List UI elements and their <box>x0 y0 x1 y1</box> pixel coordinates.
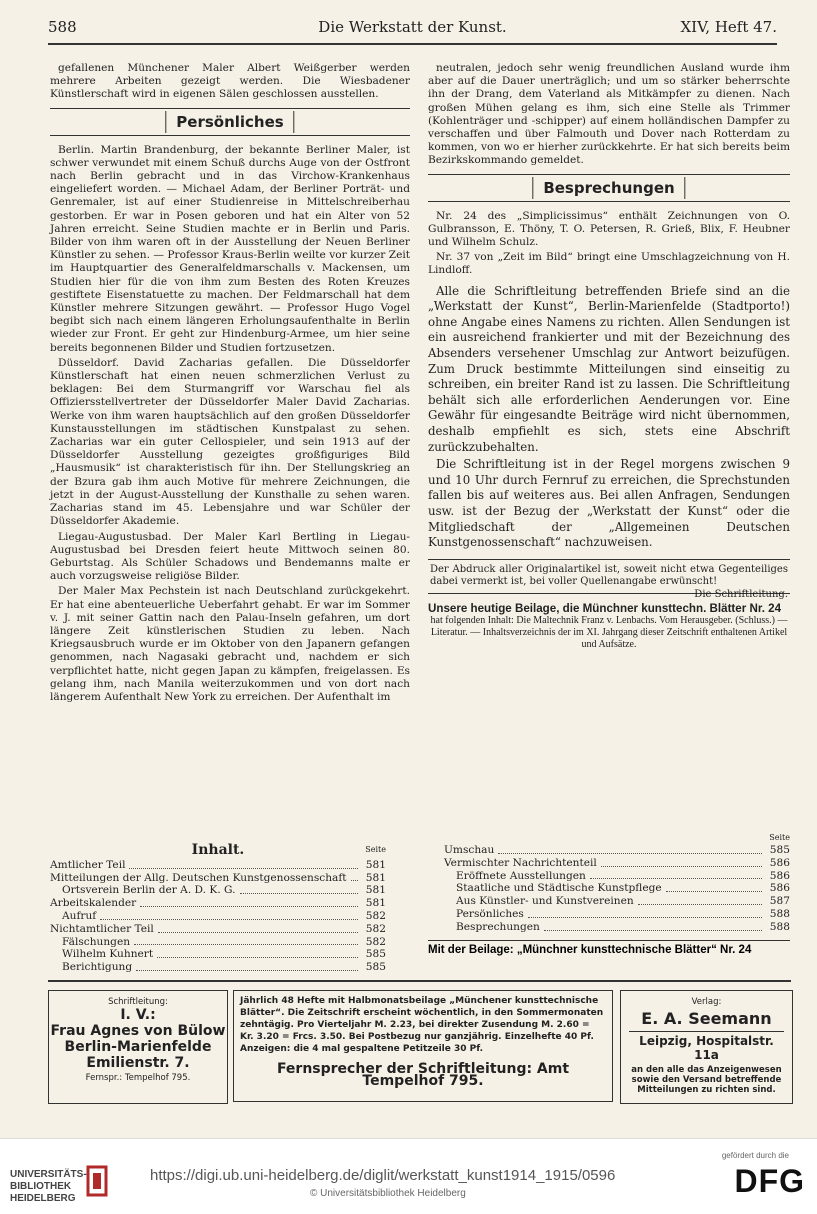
toc-entry-label: Aus Künstler- und Kunstvereinen <box>456 895 634 908</box>
header-rule <box>48 43 777 45</box>
toc-entry-label: Ortsverein Berlin der A. D. K. G. <box>62 884 236 897</box>
toc-entry-label: Persönliches <box>456 907 524 920</box>
toc-entry <box>50 884 386 897</box>
paragraph-liegau: Liegau-Augustusbad. Der Maler Karl Bertling in Liegau-Augustusbad bei Dresden feiert heute Mittwoch seinen 80. Geburtstag. Als Schüler Schadows und Bendemanns malte er auch vorzugsweise religiöse Bilder. <box>50 530 410 583</box>
running-header <box>48 18 777 40</box>
toc-leader-dots <box>157 948 358 958</box>
beilage-heading: Unsere heutige Beilage, die Münchner kunsttechn. Blätter Nr. 24 <box>428 601 782 615</box>
toc-entry <box>444 882 790 895</box>
paragraph-continued: neutralen, jedoch sehr wenig freundlichen Ausland wurde ihm aber auf die Dauer unerträglich; und um so stärker beherrschte ihn der Drang, dem Vaterland als Mitkämpfer zu dienen. Nach großen Mühen gelang es ihm, sich eine Stelle als Trimmer (Kohlenträger und -schipper) auf einem holländischen Dampfer zu verschaffen und über Falmouth und Dover nach Rotterdam zu kommen, von wo er hierher zurückkehrte. Er hat sich bereits beim Bezirkskommando gemeldet. <box>428 62 790 167</box>
toc-entry-page: 582 <box>365 909 386 922</box>
toc-entry-label: Amtlicher Teil <box>50 858 126 871</box>
toc-entry <box>444 844 790 857</box>
toc-entry <box>444 921 790 934</box>
office-hours: Die Schriftleitung ist in der Regel morgens zwischen 9 und 10 Uhr durch Fernruf zu erreichen, die Sprechstunden fallen bis auf weiteres aus. Bei allen Anfragen, Sendungen usw. ist der Bezug der „Werkstatt der Kunst“ oder die Mitgliedschaft der „Allgemeinen Deutschen Kunstgenossenschaft“ nachzuweisen. <box>428 457 790 550</box>
toc-entry-label: Arbeitskalender <box>50 897 137 910</box>
toc-entry <box>50 961 386 974</box>
toc-entry-page: 582 <box>365 922 386 935</box>
toc-left: Inhalt. Seite Amtlicher Teil 581 Mitteilungen der Allg. Deutschen Kunstgenossenschaft 581 Ortsverein Berlin der A. D. K. G. 581 Arbeitskalender 581 Aufruf 582 Nichtamtlicher Teil 582 Fälschungen 582 Wilhelm Kuhnert 585 Berichtigung 585 <box>50 842 386 974</box>
toc-leader-dots <box>638 895 762 905</box>
toc-entry-label: Staatliche und Städtische Kunstpflege <box>456 882 662 895</box>
toc-right: Seite Umschau 585 Vermischter Nachrichtenteil 586 Eröffnete Ausstellungen 586 Staatliche und Städtische Kunstpflege 586 Aus Künstler- und Kunstvereinen 587 Persönliches 588 Besprechungen 588 <box>444 833 790 933</box>
toc-entry <box>50 872 386 885</box>
toc-entry <box>444 895 790 908</box>
toc-entry-label: Berichtigung <box>62 961 133 974</box>
toc-entry-page: 581 <box>365 897 386 910</box>
toc-leader-dots <box>140 897 358 907</box>
toc-entry-page: 585 <box>769 844 790 856</box>
toc-leader-dots <box>136 961 358 971</box>
reprint-notice: Der Abdruck aller Originalartikel ist, soweit nicht etwa Gegenteiliges dabei vermerkt ist, bei voller Quellenangabe erwünscht! Die Schriftleitung. <box>428 559 790 594</box>
beilage-contents: hat folgenden Inhalt: Die Maltechnik Franz v. Lenbachs. Vom Herausgeber. (Schluss.) — Literatur. — Inhaltsverzeichnis der im XI. Jahrgang dieser Zeitschrift enthaltenen Artikel und Aufsätze. <box>430 614 788 650</box>
toc-leader-dots <box>240 884 358 894</box>
box-schriftleitung: Schriftleitung: I. V.: Frau Agnes von Bülow Berlin-Marienfelde Emilienstr. 7. Fernspr.: Tempelhof 795. <box>48 990 228 1104</box>
left-column <box>50 62 410 706</box>
toc-entry-label: Vermischter Nachrichtenteil <box>444 856 597 869</box>
review-zeit-im-bild: Nr. 37 von „Zeit im Bild“ bringt eine Umschlagzeichnung von H. Lindloff. <box>428 251 790 277</box>
toc-leader-dots <box>134 936 358 946</box>
editorial-notice: Alle die Schriftleitung betreffenden Briefe sind an die „Werkstatt der Kunst“, Berlin-Marienfelde (Stadtporto!) ohne Angabe eines Namens zu richten. Allen Sendungen ist ein ausreichend frankierter und mit der Bezeichnung des Absenders versehener Umschlag zur Antwort beizufügen. Zum Druck bestimmte Mitteilungen sind einseitig zu schreiben, ein breiter Rand ist zu lassen. Die Schriftleitung behält sich alle erforderlichen Aenderungen vor. Eine Gewähr für eingesandte Beiträge wird nicht übernommen, deshalb empfiehlt es sich, stets eine Abschrift zurückzubehalten. <box>428 283 790 454</box>
viewer-footer <box>0 1138 817 1214</box>
toc-entry-page: 586 <box>769 882 790 895</box>
section-heading-besprechungen: Besprechungen <box>428 174 790 202</box>
library-name: UNIVERSITÄTS-BIBLIOTHEK HEIDELBERG <box>10 1169 87 1204</box>
section-heading-persoenliches: Persönliches <box>50 108 410 136</box>
toc-entry-page: 585 <box>365 961 386 974</box>
box-verlag: Verlag: E. A. Seemann Leipzig, Hospitalstr. 11a an den alle das Anzeigenwesen sowie den Versand betreffende Mitteilungen zu richten sind. <box>620 990 793 1104</box>
toc-title: Inhalt. <box>191 842 245 858</box>
toc-entry-page: 585 <box>365 948 386 961</box>
library-logo-icon <box>84 1163 110 1199</box>
toc-entry <box>50 923 386 936</box>
issue-label: XIV, Heft 47. <box>680 18 777 36</box>
toc-entry-page: 586 <box>769 856 790 869</box>
toc-entry <box>444 870 790 883</box>
toc-entry-label: Aufruf <box>62 909 97 922</box>
toc-leader-dots <box>528 908 762 918</box>
toc-entry <box>50 910 386 923</box>
right-column <box>428 62 790 651</box>
toc-entry-page: 581 <box>365 871 386 884</box>
footer-boxes <box>48 980 791 1108</box>
toc-entry-page: 586 <box>769 869 790 882</box>
toc-entry-label: Umschau <box>444 844 495 856</box>
paragraph-pechstein: Der Maler Max Pechstein ist nach Deutschland zurückgekehrt. Er hat eine abenteuerliche Ueberfahrt gehabt. Er war im Sommer v. J. mit seiner Gattin nach den Palau-Inseln gefahren, um dort längere Zeit künstlerischen Studien zu leben. Nach Kriegsausbruch wurde er im Oktober von den Japanern gefangen genommen, nach Nagasaki gebracht und, nachdem er sich verpflichtet hatte, nicht gegen Japan zu kämpfen, freigelassen. Es gelang ihm, nach Manila weiterzukommen und von dort nach längerem Aufenthalt New York zu erreichen. Der Aufenthalt im <box>50 585 410 703</box>
toc-leader-dots <box>129 859 358 869</box>
toc-entry-page: 588 <box>769 920 790 933</box>
toc-leader-dots <box>544 921 762 931</box>
toc-leader-dots <box>158 923 358 933</box>
toc-entry <box>50 897 386 910</box>
toc-leader-dots <box>601 857 762 867</box>
dfg-logo[interactable]: DFG <box>734 1163 805 1199</box>
toc-leader-dots <box>590 870 762 880</box>
copyright-text: © Universitätsbibliothek Heidelberg <box>310 1188 466 1199</box>
page-number: 588 <box>48 18 77 36</box>
toc-entry <box>444 908 790 921</box>
permalink-url[interactable]: https://digi.ub.uni-heidelberg.de/diglit/werkstatt_kunst1914_1915/0596 <box>150 1167 616 1184</box>
toc-entry-label: Fälschungen <box>62 935 131 948</box>
toc-entry-label: Eröffnete Ausstellungen <box>456 869 586 882</box>
box-subscription: Jährlich 48 Hefte mit Halbmonatsbeilage „Münchener kunsttechnische Blätter“. Die Zeitschrift erscheint wöchentlich, in den Sommermonaten zehntägig. Pro Vierteljahr M. 2.23, bei direkter Zusendung M. 2.60 = Kr. 3.20 = Frcs. 3.50. Bei Postbezug nur ganzjährig. Einzelhefte 40 Pf. Anzeigen: die 4 mal gespaltene Petitzeile 30 Pf. Fernsprecher der Schriftleitung: Amt Tempelhof 795. <box>233 990 613 1102</box>
toc-entry-label: Mitteilungen der Allg. Deutschen Kunstgenossenschaft <box>50 871 347 884</box>
review-simplicissimus: Nr. 24 des „Simplicissimus“ enthält Zeichnungen von O. Gulbransson, E. Thöny, T. O. Petersen, R. Grieß, Blix, F. Heubner und Wilhelm Schulz. <box>428 209 790 249</box>
toc-entry-label: Besprechungen <box>456 920 540 933</box>
toc-entry-page: 587 <box>769 895 790 908</box>
toc-entry <box>50 948 386 961</box>
intro-paragraph: gefallenen Münchener Maler Albert Weißgerber werden mehrere Arbeiten gezeigt werden. Die Wiesbadener Künstlerschaft wird in eigenen Sälen geschlossen ausstellen. <box>50 62 410 101</box>
journal-title: Die Werkstatt der Kunst. <box>318 18 507 36</box>
toc-leader-dots <box>351 872 358 882</box>
toc-leader-dots <box>666 882 762 892</box>
toc-entry <box>50 859 386 872</box>
toc-beilage-note: Mit der Beilage: „Münchner kunsttechnische Blätter“ Nr. 24 <box>428 940 790 956</box>
funded-by-label: gefördert durch die <box>721 1151 789 1160</box>
paragraph-duesseldorf: Düsseldorf. David Zacharias gefallen. Die Düsseldorfer Künstlerschaft hat einen neuen schmerzlichen Verlust zu beklagen: Bei dem Sturmangriff vor Warschau fiel als Offiziersstellvertreter der Düsseldorfer Maler David Zacharias. Werke von ihm waren hauptsächlich auf den großen Düsseldorfer Kunstausstellungen im städtischen Kunstpalast zu sehen. Zacharias war ein guter Cellospieler, und sein 1913 auf der Düsseldorfer Ausstellung gezeigtes großfiguriges Bild „Hausmusik“ ist charakteristisch für ihn. Der Stellungskrieg an der Bzura gab ihm auch Motive für mehrere Zeichnungen, die jetzt in der August-Ausstellung der Kunsthalle zu sehen waren. Zacharias stand im 45. Lebensjahre und war Schüler der Düsseldorfer Akademie. <box>50 356 410 528</box>
toc-entry-page: 588 <box>769 907 790 920</box>
toc-leader-dots <box>498 844 762 854</box>
toc-entry <box>50 936 386 949</box>
paragraph-berlin: Berlin. Martin Brandenburg, der bekannte Berliner Maler, ist schwer verwundet mit einem Schuß durchs Auge von der Ostfront nach Berlin gebracht und in das Virchow-Krankenhaus eingeliefert worden. — Michael Adam, der Berliner Porträt- und Genremaler, ist auf einer Studienreise in Mittelschreiberhau gestorben. Er war in Posen geboren und hat ein Alter von 52 Jahren erreicht. Seine Studien machte er in Berlin und Paris. Bilder von ihm waren oft in der Ausstellung der Neuen Berliner Künstler zu sehen. — Professor Kraus-Berlin weilte vor kurzer Zeit im Hauptquartier des Generalfeldmarschalls v. Mackensen, um Studien hier für die von ihm zum Besten des Roten Kreuzes gestiftete Eisenstatuette zu machen. Der Feldmarschall hat dem Künstler mehrere Sitzungen gewährt. — Professor Hugo Vogel begibt sich nach einem längeren Erholungsaufenthalte in Berlin wieder zur Front. Er geht zur Hindenburg-Armee, um hier seine bereits begonnenen Bilder und Studien fortzusetzen. <box>50 143 410 354</box>
toc-entry-label: Nichtamtlicher Teil <box>50 922 154 935</box>
toc-entry-page: 581 <box>365 858 386 871</box>
toc-entry-page: 581 <box>365 884 386 897</box>
toc-leader-dots <box>100 910 358 920</box>
toc-entry-page: 582 <box>365 935 386 948</box>
toc-entry-label: Wilhelm Kuhnert <box>62 948 154 961</box>
toc-entry <box>444 857 790 870</box>
